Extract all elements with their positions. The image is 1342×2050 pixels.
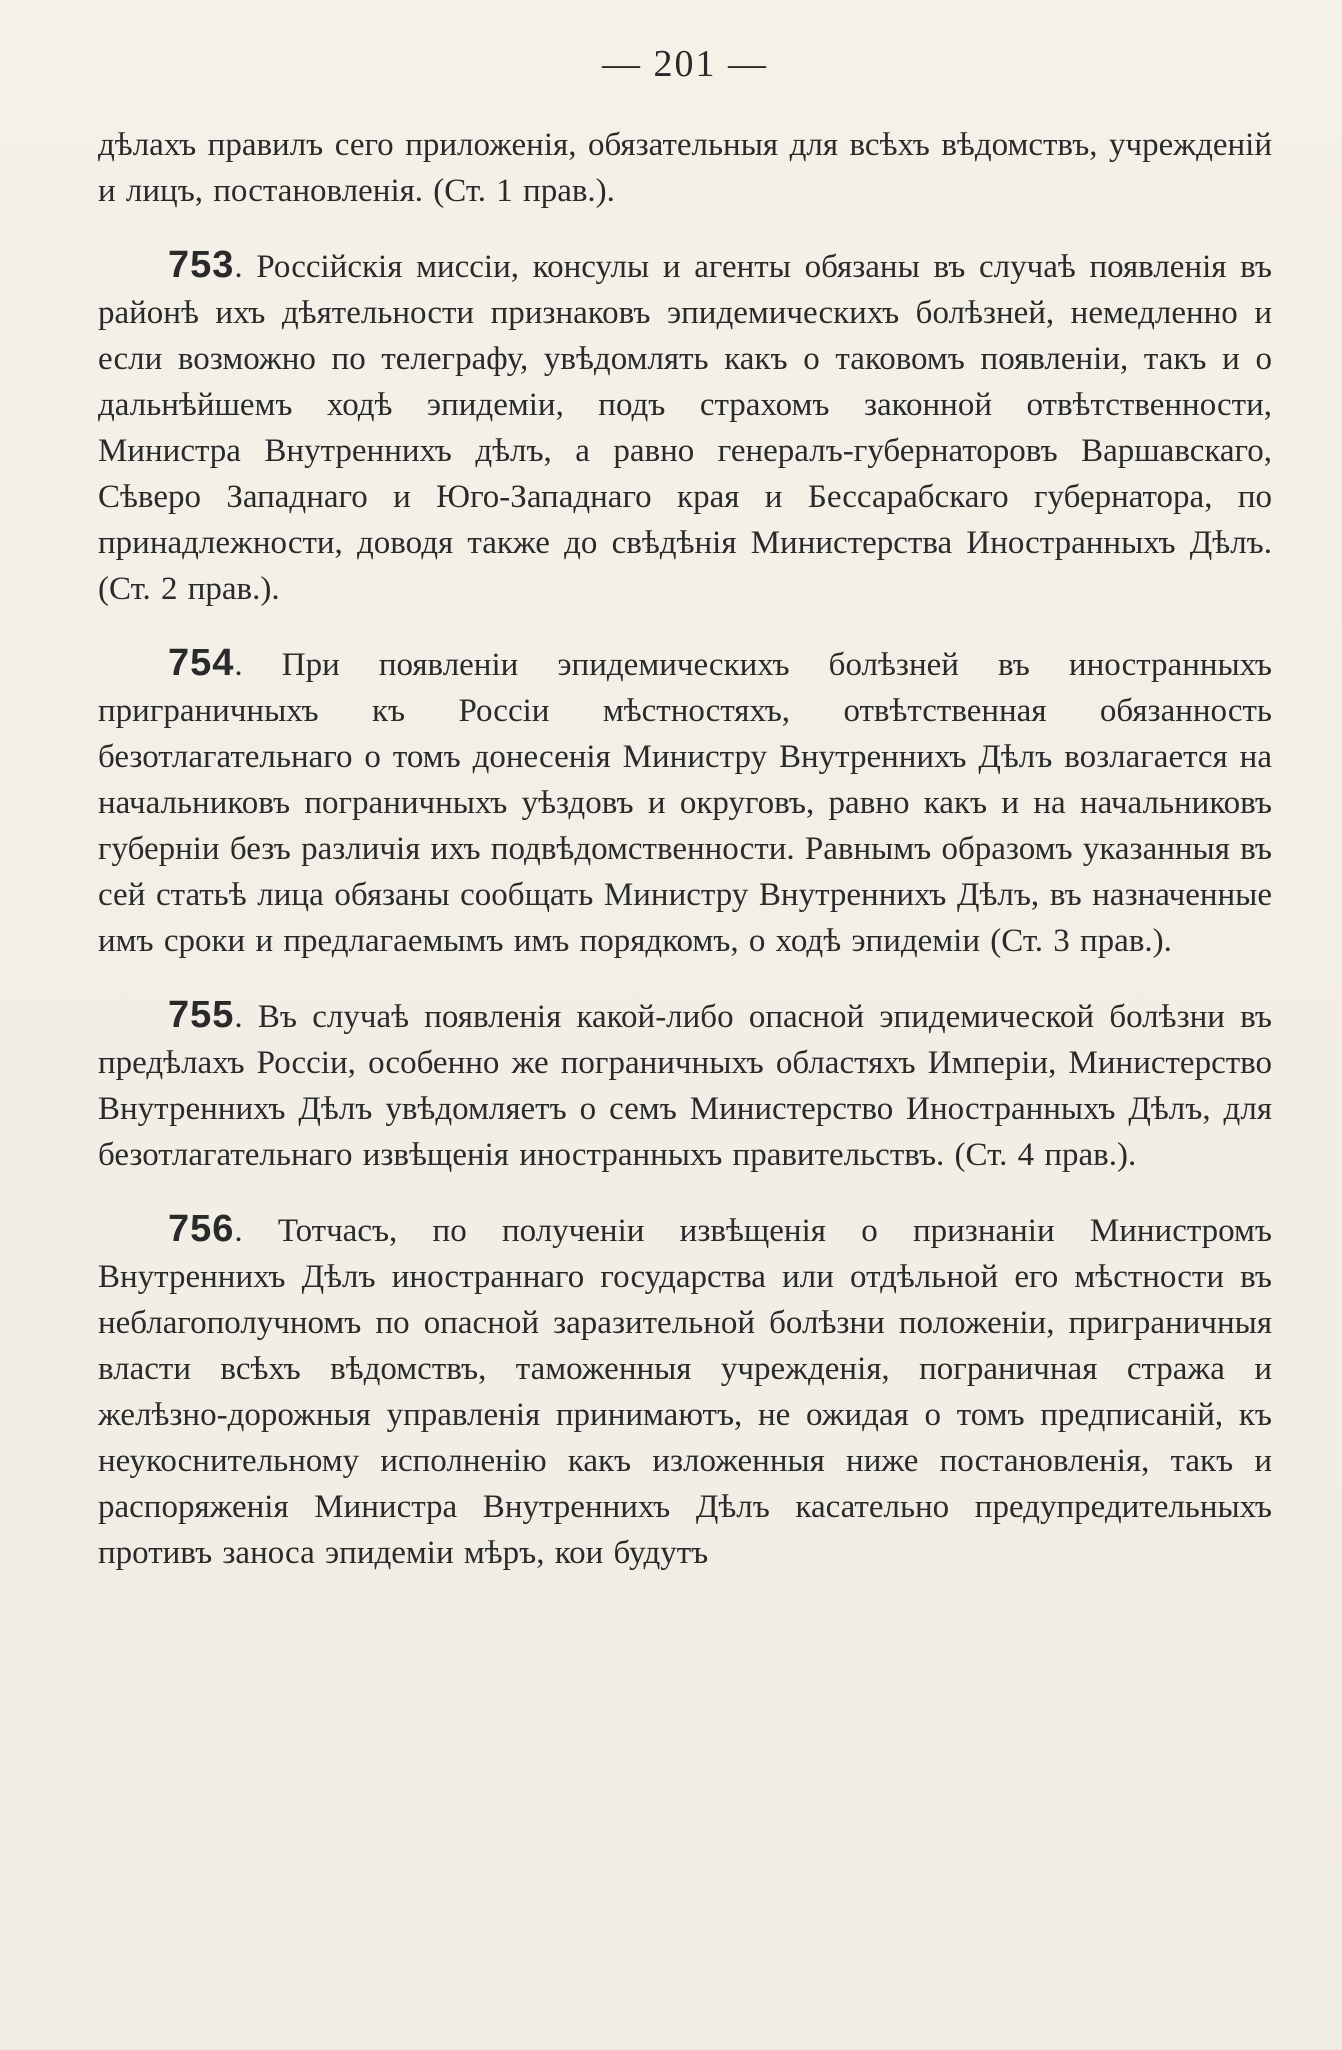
article-text: . Въ случаѣ появленія какой-либо опасной эпидемической болѣзни въ предѣлахъ Россіи, особенно же пограничныхъ областяхъ Имперіи, Министерство Внутреннихъ Дѣлъ увѣдомляетъ о семъ Министерство Иностранныхъ Дѣлъ, для безотлагательнаго извѣщенія иностранныхъ правительствъ. (Ст. 4 прав.). <box>98 999 1272 1173</box>
article-text: . Тотчасъ, по полученіи извѣщенія о признаніи Министромъ Внутреннихъ Дѣлъ иностраннаго государства или отдѣльной его мѣстности въ неблагополучномъ по опасной заразительной болѣзни положеніи, приграничныя власти всѣхъ вѣдомствъ, таможенныя учрежденія, пограничная стража и желѣзно-дорожныя управленія принимаютъ, не ожидая о томъ предписаній, къ неукоснительному исполненію какъ изложенныя ниже постановленія, такъ и распоряженія Министра Внутреннихъ Дѣлъ касательно предупредительныхъ противъ заноса эпидеміи мѣръ, кои будутъ <box>98 1213 1272 1571</box>
article-756 <box>98 1206 1272 1576</box>
article-number: 755 <box>168 994 235 1036</box>
article-text: . При появленіи эпидемическихъ болѣзней въ иностранныхъ приграничныхъ къ Россіи мѣстностяхъ, отвѣтственная обязанность безотлагательнаго о томъ донесенія Министру Внутреннихъ Дѣлъ возлагается на начальниковъ пограничныхъ уѣздовъ и округовъ, равно какъ и на начальниковъ губерніи безъ различія ихъ подвѣдомственности. Равнымъ образомъ указанныя въ сей статьѣ лица обязаны сообщать Министру Внутреннихъ Дѣлъ, въ назначенные имъ сроки и предлагаемымъ имъ порядкомъ, о ходѣ эпидеміи (Ст. 3 прав.). <box>98 647 1272 959</box>
article-number: 753 <box>168 244 235 286</box>
article-754 <box>98 640 1272 964</box>
article-number: 754 <box>168 642 235 684</box>
article-text: . Россійскія миссіи, консулы и агенты обязаны въ случаѣ появленія въ районѣ ихъ дѣятельности признаковъ эпидемическихъ болѣзней, немедленно и если возможно по телеграфу, увѣдомлять какъ о таковомъ появленіи, такъ и о дальнѣйшемъ ходѣ эпидеміи, подъ страхомъ законной отвѣтственности, Министра Внутреннихъ дѣлъ, а равно генералъ-губернаторовъ Варшавскаго, Сѣверо Западнаго и Юго-Западнаго края и Бессарабскаго губернатора, по принадлежности, доводя также до свѣдѣнія Министерства Иностранныхъ Дѣлъ. (Ст. 2 прав.). <box>98 249 1272 607</box>
page-number: — 201 — <box>602 43 768 85</box>
intro-paragraph: дѣлахъ правилъ сего приложенія, обязательныя для всѣхъ вѣдомствъ, учрежденій и лицъ, постановленія. (Ст. 1 прав.). <box>98 127 1272 209</box>
article-number: 756 <box>168 1208 235 1250</box>
article-755 <box>98 992 1272 1178</box>
article-753 <box>98 242 1272 612</box>
